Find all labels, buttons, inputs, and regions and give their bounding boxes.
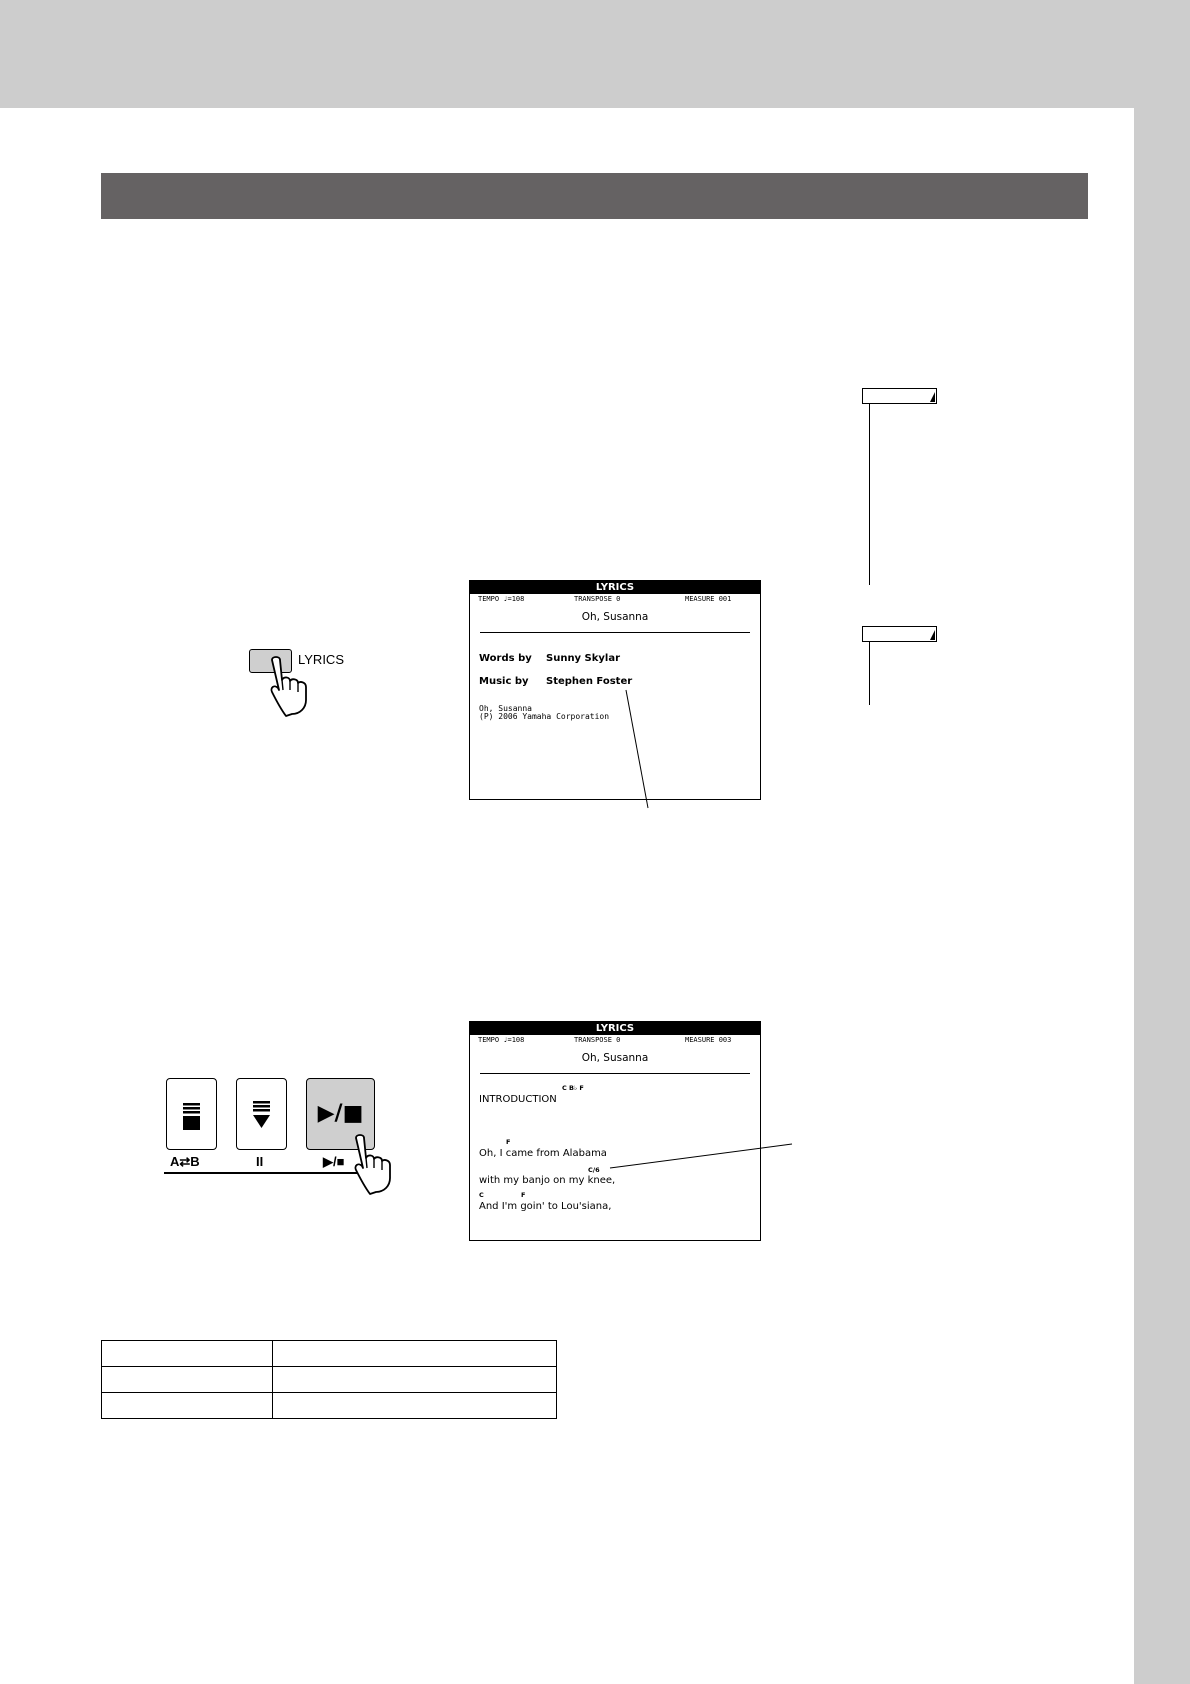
section-header-bar <box>101 173 1088 219</box>
chord-line-3a: C <box>479 1191 484 1199</box>
chord-line-1: F <box>506 1138 511 1146</box>
lcd-title: LYRICS <box>470 581 760 594</box>
note-tab-1 <box>862 388 937 404</box>
lyricist-name: Sunny Skylar <box>546 653 621 664</box>
words-by-label: Words by <box>479 653 532 664</box>
transpose-readout: TRANSPOSE 0 <box>574 1036 621 1044</box>
pointing-hand-icon <box>268 656 320 718</box>
lyric-line-1: Oh, I came from Alabama <box>479 1148 607 1159</box>
note-line-2 <box>869 642 870 705</box>
lcd-screen-lyrics <box>469 1021 761 1241</box>
copyright-line-1: Oh, Susanna <box>479 704 532 713</box>
pointing-hand-icon-2 <box>352 1134 404 1196</box>
play-stop-icon: ▶/■ <box>317 1101 364 1126</box>
lyrics-button-label: LYRICS <box>298 652 344 667</box>
lcd-screen-title <box>469 580 761 800</box>
ab-repeat-button[interactable] <box>166 1078 217 1150</box>
chord-line-3b: F <box>521 1191 526 1199</box>
chord-line-2: C/6 <box>588 1166 600 1174</box>
measure-readout: MEASURE 003 <box>685 1036 732 1044</box>
lcd-divider <box>480 632 750 633</box>
ab-repeat-label: A⇄B <box>170 1154 200 1169</box>
start-stop-label: ▶/■ <box>323 1154 345 1169</box>
song-title: Oh, Susanna <box>581 1052 649 1064</box>
note-line-1 <box>869 404 870 585</box>
measure-readout: MEASURE 001 <box>685 595 732 603</box>
composer-name: Stephen Foster <box>546 676 633 687</box>
lcd-divider <box>480 1073 750 1074</box>
tempo-readout: TEMPO ♩=108 <box>478 595 525 603</box>
table-row <box>102 1341 557 1367</box>
chord-intro: C B♭ F <box>562 1084 584 1092</box>
settings-table <box>101 1340 557 1419</box>
note-tab-2 <box>862 626 937 642</box>
ab-repeat-icon <box>167 1079 216 1149</box>
lcd-status-bar <box>470 594 760 604</box>
table-row <box>102 1393 557 1419</box>
lyric-intro: INTRODUCTION <box>479 1094 557 1105</box>
lcd-status-bar <box>470 1035 760 1045</box>
page <box>0 108 1134 1684</box>
pause-label: II <box>256 1154 264 1169</box>
lyric-line-3: And I'm goin' to Lou'siana, <box>479 1201 612 1212</box>
table-row <box>102 1367 557 1393</box>
tempo-readout: TEMPO ♩=108 <box>478 1036 525 1044</box>
pause-button[interactable] <box>236 1078 287 1150</box>
lyric-line-2: with my banjo on my knee, <box>479 1175 616 1186</box>
music-by-label: Music by <box>479 676 529 687</box>
callout-line-1 <box>620 688 650 810</box>
lcd-title: LYRICS <box>470 1022 760 1035</box>
pause-icon <box>237 1079 286 1149</box>
transpose-readout: TRANSPOSE 0 <box>574 595 621 603</box>
copyright-line-2: (P) 2006 Yamaha Corporation <box>479 712 610 721</box>
callout-line-2 <box>608 1140 794 1170</box>
song-title: Oh, Susanna <box>581 611 649 623</box>
